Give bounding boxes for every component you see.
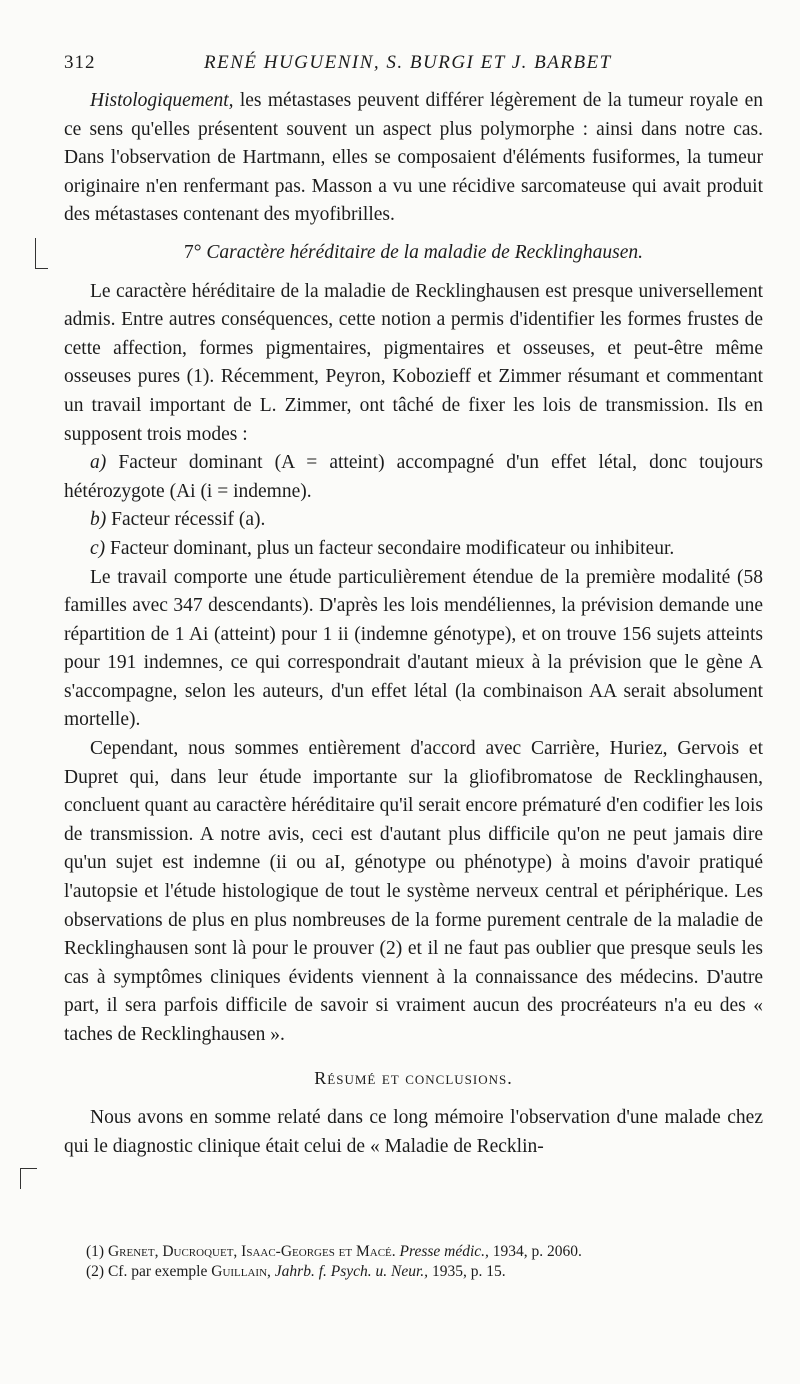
footnote-journal: Jahrb. f. Psych. u. Neur., <box>274 1263 429 1280</box>
footnote-2 <box>86 1262 766 1282</box>
page-header <box>64 52 764 78</box>
paragraph-lead-italic: Histologiquement, <box>90 90 234 111</box>
footnote-reference: 1935, p. 15. <box>431 1263 506 1280</box>
page-number: 312 <box>64 52 96 73</box>
paragraph-histology <box>64 87 763 230</box>
subheading-text: Résumé et conclusions. <box>314 1067 513 1088</box>
paragraph-text: les métastases peuvent différer légèrement de la tumeur royale en ce sens qu'elles présentent souvent un aspect plus polymorphe : ainsi dans notre cas. Dans l'observation de Hartmann, elles se composaient d'éléments fusiformes, la tumeur originaire n'en renfermant pas. Masson a vu une récidive sarcomateuse qui avait produit des métastases contenant des myofibrilles. <box>64 90 763 226</box>
list-label: b) <box>90 509 107 531</box>
footnote-journal: Presse médic., <box>399 1243 489 1260</box>
subheading-summary <box>64 1064 763 1093</box>
list-label: a) <box>90 452 107 474</box>
paragraph-study: Le travail comporte une étude particulièrement étendue de la première modalité (58 familles avec 347 descendants). D'après les lois mendéliennes, la prévision demande une répartition de 1 Ai (atteint) pour 1 ii (indemne génotype), et on trouve 156 sujets atteints pour 191 indemnes, ce qui correspondrait d'autant mieux à la prévision que le gène A s'accompagne, selon les auteurs, d'un effet létal (la combinaison AA serait absolument mortelle). <box>64 566 763 731</box>
list-item-b <box>64 506 763 535</box>
list-label: c) <box>90 537 106 559</box>
section-title: Caractère héréditaire de la maladie de Recklinghausen. <box>206 241 644 263</box>
list-text: Facteur dominant, plus un facteur secondaire modificateur ou inhibiteur. <box>105 537 675 559</box>
paragraph-opinion: Cependant, nous sommes entièrement d'accord avec Carrière, Huriez, Gervois et Dupret qui, dans leur étude importante sur la gliofibromatose de Recklinghausen, concluent quant au caractère héréditaire qu'il serait encore prématuré d'en codifier les lois de transmission. A notre avis, ceci est d'autant plus difficile qu'on ne peut jamais dire qu'un sujet est indemne (ii ou aI, génotype ou phénotype) à moins d'avoir pratiqué l'autopsie et l'étude histologique de tout le système nerveux central et périphérique. Les observations de plus en plus nombreuses de la forme purement centrale de la maladie de Recklinghausen sont là pour le prouver (2) et il ne faut pas oublier que presque seuls les cas à symptômes cliniques évidents viennent à la connaissance des médecins. D'autre part, il sera parfois difficile de savoir si vraiment aucun des procréateurs n'a eu des « taches de Recklinghausen ». <box>64 738 763 1045</box>
section-number: 7° <box>183 241 202 263</box>
footnote-reference: 1934, p. 2060. <box>492 1243 582 1260</box>
section-heading <box>64 239 763 268</box>
footnote-1 <box>86 1242 766 1262</box>
page-body <box>64 87 763 1161</box>
list-text: Facteur récessif (a). <box>106 509 266 531</box>
footnotes <box>86 1242 766 1282</box>
paragraph-conclusion: Nous avons en somme relaté dans ce long mémoire l'observation d'une malade chez qui le diagnostic clinique était celui de « Maladie de Recklin- <box>64 1107 763 1157</box>
footnote-prefix: Cf. par exemple <box>107 1263 208 1280</box>
footnote-author: Guillain, <box>211 1263 271 1280</box>
running-title: RENÉ HUGUENIN, S. BURGI ET J. BARBET <box>204 52 612 73</box>
list-item-c <box>64 535 763 564</box>
margin-bracket-mark <box>35 238 48 269</box>
margin-corner-mark <box>20 1168 37 1189</box>
list-text: Facteur dominant (A = atteint) accompagné d'un effet létal, donc toujours hétérozygote (Ai (i = indemne). <box>64 452 763 502</box>
list-item-a <box>64 449 763 506</box>
paragraph-heredity: Le caractère héréditaire de la maladie de Recklinghausen est presque universellement admis. Entre autres conséquences, cette notion a permis d'identifier les formes frustes de cette affection, formes pigmentaires, pigmentaires et osseuses, et peut-être même osseuses pures (1). Récemment, Peyron, Kobozieff et Zimmer résumant et commentant un travail important de L. Zimmer, ont tâché de fixer les lois de transmission. Ils en supposent trois modes : <box>64 280 763 445</box>
footnote-number: (1) <box>86 1243 105 1260</box>
footnote-authors: Grenet, Ducroquet, Isaac-Georges et Macé. <box>107 1243 396 1260</box>
footnote-number: (2) <box>86 1263 105 1280</box>
